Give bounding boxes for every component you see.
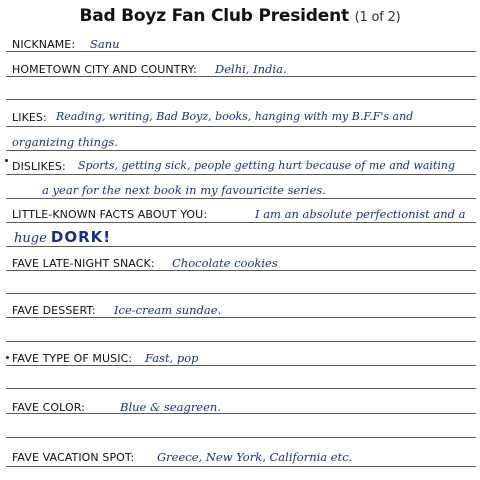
ruled-line <box>6 99 476 100</box>
snack-answer: Chocolate cookies <box>172 256 278 270</box>
ruled-line <box>6 437 476 438</box>
music-answer: Fast, pop <box>145 351 199 365</box>
hometown-answer: Delhi, India. <box>215 62 287 76</box>
likes-answer-line2: organizing things. <box>12 135 118 149</box>
ruled-line <box>6 76 476 77</box>
hometown-label: HOMETOWN CITY AND COUNTRY: <box>12 63 197 76</box>
ruled-line <box>6 317 476 318</box>
facts-answer-prefix: huge <box>14 231 47 246</box>
ruled-line <box>6 466 476 467</box>
color-answer: Blue & seagreen. <box>120 400 221 414</box>
nickname-label: NICKNAME: <box>12 38 76 51</box>
form-title-text: Bad Boyz Fan Club President <box>79 6 349 26</box>
dislikes-answer-line1: Sports, getting sick, people getting hurt because of me and waiting <box>78 159 456 172</box>
facts-label: LITTLE-KNOWN FACTS ABOUT YOU: <box>12 208 208 221</box>
page-indicator: (1 of 2) <box>354 10 401 25</box>
ruled-line <box>6 51 476 52</box>
snack-label: FAVE LATE-NIGHT SNACK: <box>12 257 155 270</box>
vacation-label: FAVE VACATION SPOT: <box>12 451 135 464</box>
facts-answer-line2 <box>14 228 111 246</box>
ruled-line <box>6 174 476 175</box>
ruled-line <box>6 293 476 294</box>
ruled-line <box>6 222 476 223</box>
facts-answer-line1: I am an absolute perfectionist and a <box>255 207 466 221</box>
form-title <box>0 6 480 26</box>
dessert-label: FAVE DESSERT: <box>12 304 96 317</box>
vacation-answer: Greece, New York, California etc. <box>157 450 353 464</box>
ruled-line <box>6 365 476 366</box>
ruled-line <box>6 388 476 389</box>
music-label: FAVE TYPE OF MUSIC: <box>12 352 133 365</box>
facts-answer-emphasis: DORK! <box>50 228 112 246</box>
ruled-line <box>6 198 476 199</box>
likes-label: LIKES: <box>12 111 47 124</box>
dessert-answer: Ice-cream sundae. <box>114 303 222 317</box>
ruled-line <box>6 270 476 271</box>
ruled-line <box>6 246 476 247</box>
ruled-line <box>6 150 476 151</box>
ruled-line <box>6 341 476 342</box>
nickname-answer: Sanu <box>90 37 120 51</box>
likes-answer-line1: Reading, writing, Bad Boyz, books, hanging with my B.F.F's and <box>56 110 414 123</box>
dislikes-label: DISLIKES: <box>12 160 66 173</box>
ruled-line <box>6 126 476 127</box>
stray-ink-dot <box>5 159 8 162</box>
stray-ink-dot <box>6 356 9 359</box>
color-label: FAVE COLOR: <box>12 401 85 414</box>
dislikes-answer-line2: a year for the next book in my favouricite series. <box>42 183 326 197</box>
